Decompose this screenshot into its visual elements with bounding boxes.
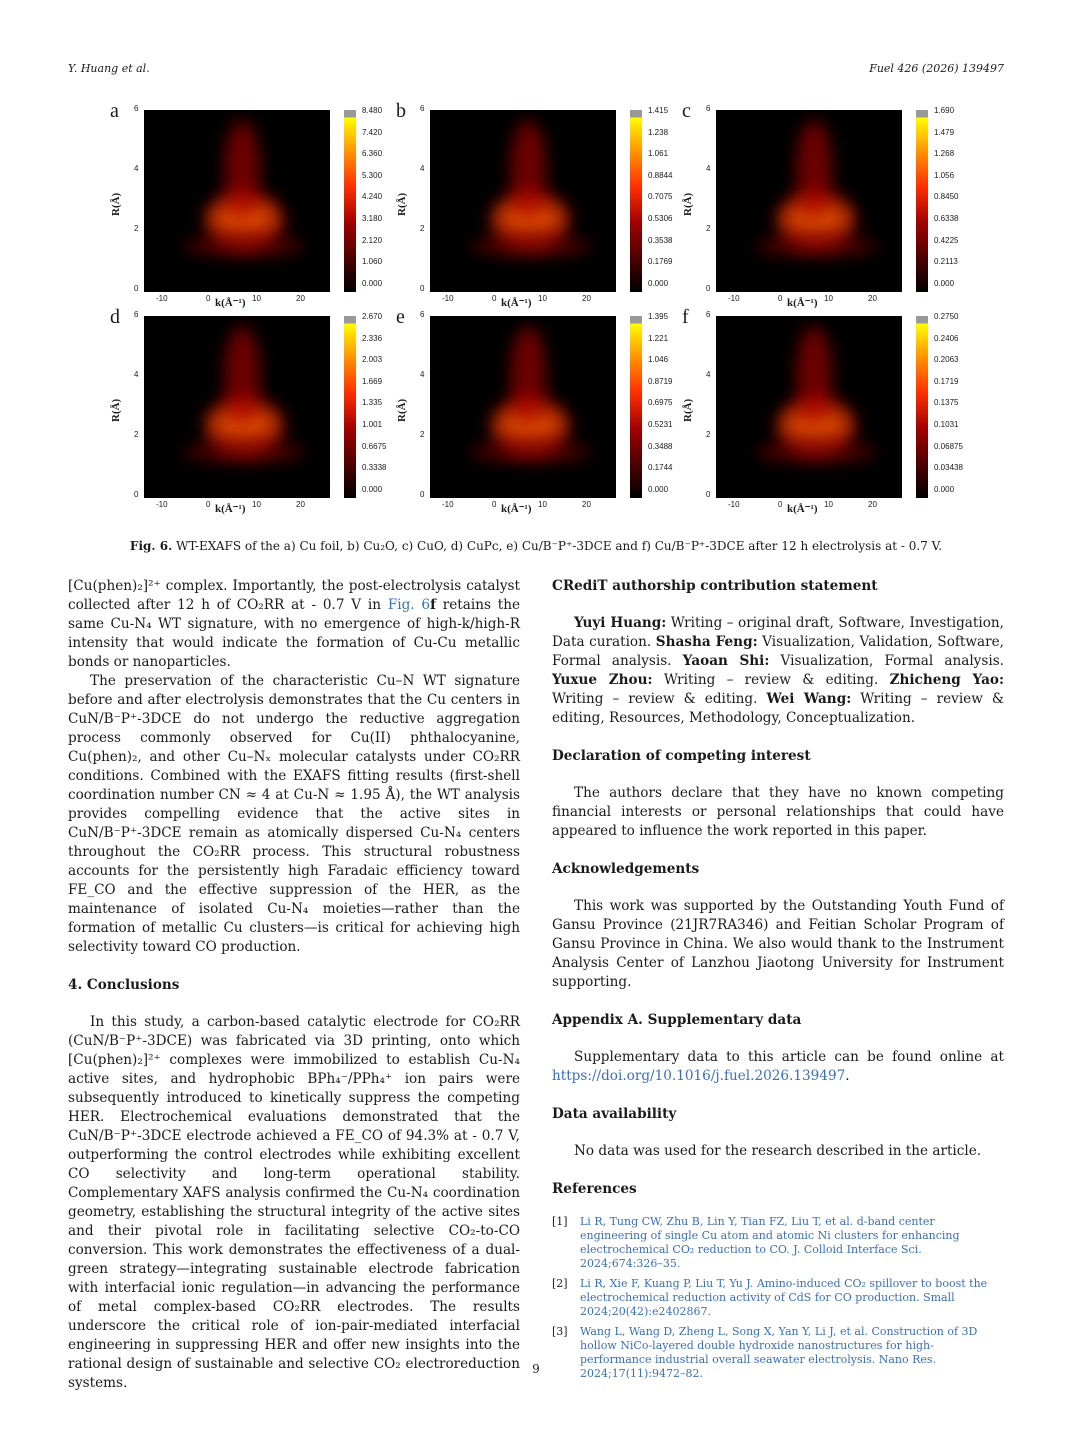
- colorbar: [630, 316, 642, 498]
- colorbar-tick: 2.336: [362, 333, 383, 343]
- x-tick: 20: [296, 294, 305, 303]
- data-heading: Data availability: [552, 1106, 677, 1122]
- colorbar-tick: 2.120: [362, 235, 383, 245]
- p1-text-b: retains the same Cu-N₄ WT signature, with no emergence of high-k/high-R intensity that would indicate the formation of Cu-Cu metallic bonds or nanoparticles.: [68, 597, 521, 670]
- page-number: 9: [532, 1362, 540, 1376]
- y-axis-label: R(Å): [396, 398, 408, 422]
- y-tick: 2: [706, 224, 711, 233]
- paragraph-2: The preservation of the characteristic Cu–N WT signature before and after electrolysis demonstrates that the Cu centers in CuN/B⁻P⁺-3DCE do not undergo the reductive aggregation process commonly observed for Cu(II) phthalocyanine, Cu(phen)₂, and other Cu–Nₓ molecular catalysts under CO₂RR conditions. Combined with the EXAFS fitting results (first-shell coordination number CN ≈ 4 at Cu-N ≈ 1.95 Å), the WT analysis provides compelling evidence that the active sites in CuN/B⁻P⁺-3DCE remain as atomically dispersed Cu-N₄ centers throughout the CO₂RR process. This structural robustness accounts for the persistently high Faradaic efficiency toward FE_CO and the effective suppression of the HER, as the maintenance of isolated Cu-N₄ moieties—rather than the formation of metallic Cu clusters—is critical for achieving high selectivity toward CO production.: [68, 673, 520, 955]
- credit-author-roles: Visualization, Validation, Software, Formal analysis.: [552, 634, 1004, 669]
- x-tick: -10: [156, 294, 168, 303]
- y-tick: 4: [420, 370, 425, 379]
- left-column: [68, 577, 520, 1393]
- x-tick: 0: [492, 500, 497, 509]
- colorbar-tick: 1.669: [362, 376, 383, 386]
- colorbar-tick: 1.221: [648, 333, 669, 343]
- colorbar-tick: 1.001: [362, 420, 383, 429]
- x-axis-label: k(Å⁻¹): [787, 503, 818, 515]
- credit-statement: [552, 614, 1004, 728]
- colorbar-tick: 0.03438: [934, 463, 963, 473]
- y-tick: 2: [134, 430, 139, 439]
- colorbar-tick: 0.2113: [934, 257, 958, 267]
- x-tick: -10: [442, 294, 454, 303]
- colorbar-tick: 1.056: [934, 170, 955, 180]
- x-tick: 10: [824, 294, 833, 303]
- y-tick: 2: [706, 430, 711, 439]
- wt-panel-e: [396, 306, 686, 517]
- y-tick: 0: [420, 490, 425, 499]
- colorbar-tick: 0.4225: [934, 235, 959, 245]
- reference-link[interactable]: Wang L, Wang D, Zheng L, Song X, Yan Y, Li J, et al. Construction of 3D hollow NiCo-layered double hydroxide nanostructures for high-performance industrial overall seawater electrolysis. Nano Res. 2024;17(11):9472–82.: [580, 1325, 978, 1380]
- figure-caption: [68, 539, 1004, 553]
- credit-author-roles: Writing – review & editing, Resources, Methodology, Conceptualization.: [552, 691, 1004, 726]
- panel-letter: d: [110, 306, 120, 328]
- references-heading: References: [552, 1181, 637, 1197]
- caption-text: WT-EXAFS of the a) Cu foil, b) Cu₂O, c) CuO, d) CuPc, e) Cu/B⁻P⁺-3DCE and f) Cu/B⁻P⁺-3DCE after 12 h electrolysis at - 0.7 V.: [176, 539, 943, 553]
- credit-author-name: Zhicheng Yao:: [889, 672, 1004, 688]
- colorbar-tick: 0.1031: [934, 420, 959, 429]
- appendix-heading: Appendix A. Supplementary data: [552, 1012, 802, 1028]
- caption-label: Fig. 6.: [129, 539, 173, 553]
- panel-letter: b: [396, 100, 406, 122]
- colorbar-tick: 6.360: [362, 149, 383, 159]
- panel-letter: e: [396, 306, 405, 328]
- wt-panel-d: [110, 306, 400, 517]
- colorbar-tick: 7.420: [362, 127, 383, 137]
- colorbar-tick: 1.268: [934, 149, 955, 159]
- credit-author-name: Shasha Feng:: [655, 634, 758, 650]
- x-axis-label: k(Å⁻¹): [787, 297, 818, 309]
- y-tick: 4: [706, 164, 711, 173]
- colorbar-tick: 0.000: [934, 278, 955, 288]
- p1-bold: f: [430, 597, 436, 613]
- colorbar-tick: 0.8450: [934, 192, 959, 202]
- y-tick: 0: [706, 490, 711, 499]
- y-tick: 6: [420, 310, 425, 319]
- panel-letter: a: [110, 100, 119, 122]
- colorbar-tick: 0.5306: [648, 214, 673, 223]
- colorbar-tick: 0.6975: [648, 398, 673, 408]
- reference-item: [552, 1277, 1004, 1319]
- colorbar-tick: 0.3338: [362, 463, 387, 473]
- reference-list: [552, 1215, 1004, 1381]
- colorbar-tick: 1.238: [648, 127, 669, 137]
- x-tick: 20: [582, 500, 591, 509]
- x-tick: 20: [868, 294, 877, 303]
- colorbar-tick: 0.1744: [648, 463, 673, 473]
- x-tick: 10: [252, 500, 261, 509]
- wt-panel-a: [110, 100, 400, 311]
- colorbar-tick: 2.670: [362, 312, 383, 321]
- colorbar-tick: 4.240: [362, 192, 383, 202]
- colorbar-tick: 1.046: [648, 355, 669, 365]
- doi-link[interactable]: https://doi.org/10.1016/j.fuel.2026.139497: [552, 1068, 846, 1084]
- y-axis-label: R(Å): [110, 192, 122, 216]
- y-tick: 0: [134, 284, 139, 293]
- colorbar-tick: 3.180: [362, 214, 383, 223]
- y-tick: 6: [420, 104, 425, 113]
- appendix-text: [552, 1048, 1004, 1086]
- colorbar-tick: 0.000: [362, 278, 383, 288]
- y-tick: 6: [706, 310, 711, 319]
- colorbar-tick: 0.3488: [648, 441, 673, 451]
- credit-author-name: Wei Wang:: [766, 691, 852, 707]
- colorbar-tick: 0.2063: [934, 355, 959, 365]
- p1-text-a: [Cu(phen)₂]²⁺ complex. Importantly, the post-electrolysis catalyst collected after 12 h of CO₂RR at - 0.7 V in: [68, 578, 520, 613]
- wavelet-map: [716, 316, 902, 498]
- x-tick: 0: [492, 294, 497, 303]
- credit-author-name: Yuyi Huang:: [574, 615, 667, 631]
- appendix-text-a: Supplementary data to this article can be found online at: [574, 1049, 1004, 1065]
- colorbar-tick: 1.415: [648, 106, 669, 115]
- wavelet-map: [430, 110, 616, 292]
- panel-letter: f: [682, 306, 689, 328]
- appendix-text-b: .: [845, 1068, 850, 1084]
- y-tick: 4: [134, 164, 139, 173]
- x-axis-label: k(Å⁻¹): [501, 297, 532, 309]
- colorbar-tick: 0.000: [934, 484, 955, 494]
- wavelet-map: [430, 316, 616, 498]
- x-tick: -10: [442, 500, 454, 509]
- panel-letter: c: [682, 100, 691, 122]
- reference-number: [3]: [552, 1325, 568, 1338]
- colorbar-tick: 1.061: [648, 149, 669, 159]
- y-tick: 6: [706, 104, 711, 113]
- y-tick: 0: [134, 490, 139, 499]
- x-tick: 20: [296, 500, 305, 509]
- y-tick: 4: [706, 370, 711, 379]
- wt-panel-f: [682, 306, 972, 517]
- colorbar-tick: 1.335: [362, 398, 383, 408]
- y-tick: 2: [420, 430, 425, 439]
- paragraph-conclusions: In this study, a carbon-based catalytic electrode for CO₂RR (CuN/B⁻P⁺-3DCE) was fabricated via 3D printing, onto which [Cu(phen)₂]²⁺ complexes were immobilized to establish Cu-N₄ active sites, and hydrophobic BPh₄⁻/PPh₄⁺ ion pairs were subsequently introduced to kinetically suppress the competing HER. Electrochemical evaluations demonstrated that the CuN/B⁻P⁺-3DCE electrode achieved a FE_CO of 94.3% at - 0.7 V, outperforming the control electrodes while exhibiting excellent CO selectivity and long-term operational stability. Complementary XAFS analysis confirmed the Cu-N₄ coordination geometry, establishing the structural integrity of the active sites and their pivotal role in facilitating selective CO₂-to-CO conversion. This work demonstrates the effectiveness of a dual-green strategy—integrating sustainable electrode fabrication with interfacial ionic regulation—in advancing the performance of metal complex-based CO₂RR electrodes. The results underscore the critical role of ion-pair-mediated interfacial engineering in suppressing HER and offer new insights into the rational design of sustainable and selective CO₂ electroreduction systems.: [68, 1014, 520, 1391]
- x-tick: 0: [778, 294, 783, 303]
- ack-text: This work was supported by the Outstanding Youth Fund of Gansu Province (21JR7RA346) and Feitian Scholar Program of Gansu Province in China. We also would thank to the Instrument Analysis Center of Lanzhou Jiaotong University for Instrument supporting.: [552, 898, 1004, 990]
- x-tick: 20: [868, 500, 877, 509]
- colorbar-tick: 0.1769: [648, 257, 673, 267]
- colorbar: [916, 316, 928, 498]
- wavelet-map: [716, 110, 902, 292]
- colorbar-tick: 8.480: [362, 106, 383, 115]
- y-axis-label: R(Å): [110, 398, 122, 422]
- fig-6-link[interactable]: Fig. 6: [387, 597, 431, 613]
- credit-author-roles: Visualization, Formal analysis.: [769, 653, 1004, 669]
- x-tick: 10: [824, 500, 833, 509]
- colorbar: [344, 110, 356, 292]
- colorbar: [916, 110, 928, 292]
- colorbar-tick: 1.395: [648, 312, 669, 321]
- y-tick: 0: [706, 284, 711, 293]
- colorbar-tick: 0.5231: [648, 420, 673, 429]
- x-tick: -10: [728, 294, 740, 303]
- x-tick: 0: [778, 500, 783, 509]
- wavelet-map: [144, 110, 330, 292]
- y-tick: 6: [134, 310, 139, 319]
- y-tick: 4: [134, 370, 139, 379]
- x-tick: 10: [538, 294, 547, 303]
- y-axis-label: R(Å): [682, 398, 694, 422]
- colorbar: [630, 110, 642, 292]
- credit-author-roles: Writing – original draft, Software, Investigation, Data curation.: [552, 615, 1004, 650]
- y-axis-label: R(Å): [682, 192, 694, 216]
- x-tick: -10: [728, 500, 740, 509]
- y-tick: 4: [420, 164, 425, 173]
- credit-author-name: Yaoan Shi:: [682, 653, 770, 669]
- x-axis-label: k(Å⁻¹): [215, 503, 246, 515]
- x-tick: 20: [582, 294, 591, 303]
- x-tick: 10: [252, 294, 261, 303]
- x-axis-label: k(Å⁻¹): [215, 297, 246, 309]
- colorbar-tick: 0.2750: [934, 312, 959, 321]
- colorbar-tick: 0.6675: [362, 441, 387, 451]
- wavelet-map: [144, 316, 330, 498]
- reference-link[interactable]: Li R, Xie F, Kuang P, Liu T, Yu J. Amino-induced CO₂ spillover to boost the electrochemical reduction activity of CdS for CO production. Small 2024;20(42):e2402867.: [580, 1277, 988, 1318]
- colorbar-tick: 0.000: [648, 278, 669, 288]
- x-tick: 10: [538, 500, 547, 509]
- colorbar-tick: 0.1719: [934, 376, 959, 386]
- y-tick: 2: [420, 224, 425, 233]
- y-tick: 0: [420, 284, 425, 293]
- colorbar-tick: 0.6338: [934, 214, 959, 223]
- colorbar-tick: 0.3538: [648, 235, 673, 245]
- colorbar-tick: 0.8844: [648, 170, 673, 180]
- right-column: [552, 577, 1004, 1387]
- colorbar-tick: 0.7075: [648, 192, 673, 202]
- reference-link[interactable]: Li R, Tung CW, Zhu B, Lin Y, Tian FZ, Liu T, et al. d-band center engineering of single Cu atom and atomic Ni clusters for enhancing electrochemical CO₂ reduction to CO. J. Colloid Interface Sci. 2024;674:326–35.: [580, 1215, 960, 1270]
- ack-heading: Acknowledgements: [552, 861, 700, 877]
- colorbar: [344, 316, 356, 498]
- reference-item: [552, 1215, 1004, 1271]
- colorbar-tick: 1.060: [362, 257, 383, 267]
- competing-heading: Declaration of competing interest: [552, 748, 811, 764]
- y-tick: 2: [134, 224, 139, 233]
- x-tick: -10: [156, 500, 168, 509]
- conclusions-heading: 4. Conclusions: [68, 977, 180, 993]
- colorbar-tick: 0.000: [648, 484, 669, 494]
- wt-panel-c: [682, 100, 972, 311]
- colorbar-tick: 5.300: [362, 170, 383, 180]
- reference-number: [2]: [552, 1277, 568, 1290]
- data-text: No data was used for the research described in the article.: [574, 1143, 982, 1159]
- colorbar-tick: 0.2406: [934, 333, 959, 343]
- credit-author-roles: Writing – review & editing.: [552, 691, 767, 707]
- y-tick: 6: [134, 104, 139, 113]
- running-header-journal: Fuel 426 (2026) 139497: [869, 62, 1004, 75]
- credit-author-name: Yuxue Zhou:: [552, 672, 653, 688]
- x-axis-label: k(Å⁻¹): [501, 503, 532, 515]
- colorbar-tick: 0.1375: [934, 398, 959, 408]
- reference-number: [1]: [552, 1215, 568, 1228]
- colorbar-tick: 0.000: [362, 484, 383, 494]
- competing-text: The authors declare that they have no known competing financial interests or personal relationships that could have appeared to influence the work reported in this paper.: [552, 785, 1004, 839]
- colorbar-tick: 0.8719: [648, 376, 673, 386]
- y-axis-label: R(Å): [396, 192, 408, 216]
- running-header-authors: Y. Huang et al.: [68, 62, 150, 75]
- colorbar-tick: 1.690: [934, 106, 955, 115]
- credit-author-roles: Writing – review & editing.: [652, 672, 890, 688]
- wt-panel-b: [396, 100, 686, 311]
- x-tick: 0: [206, 500, 211, 509]
- credit-heading: CRediT authorship contribution statement: [552, 578, 878, 594]
- paragraph-1: [68, 577, 520, 672]
- colorbar-tick: 0.06875: [934, 441, 963, 451]
- colorbar-tick: 2.003: [362, 355, 383, 365]
- colorbar-tick: 1.479: [934, 127, 955, 137]
- x-tick: 0: [206, 294, 211, 303]
